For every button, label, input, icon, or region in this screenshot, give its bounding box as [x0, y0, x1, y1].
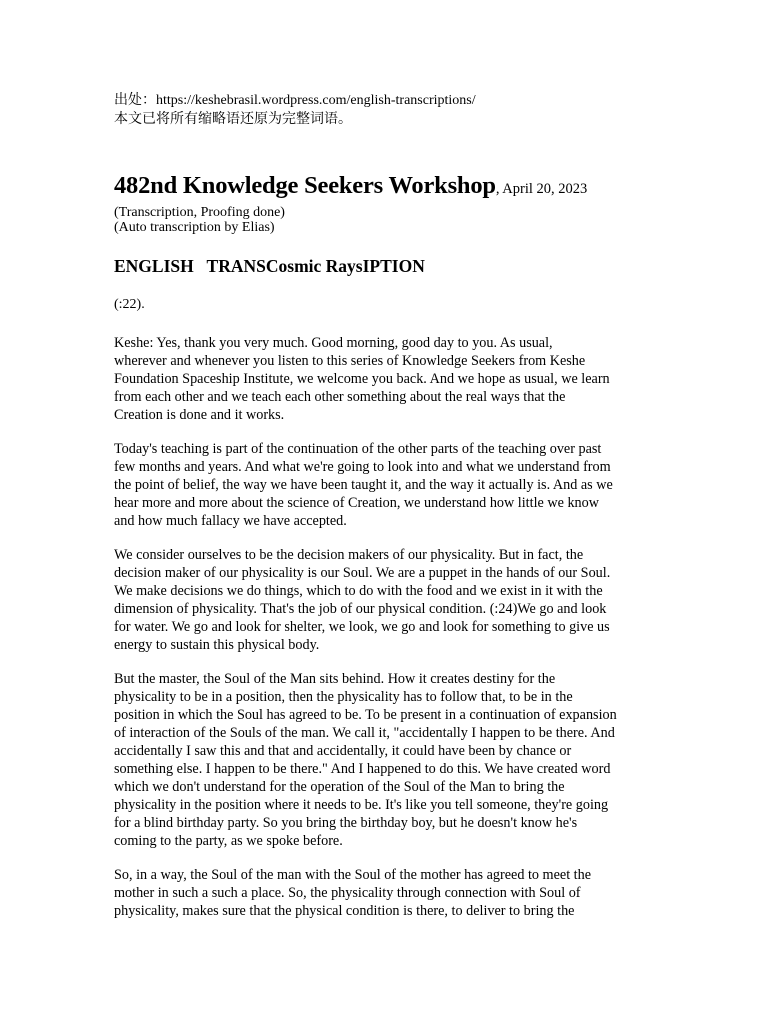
paragraph-line: physicality to be in a position, then the physicality has to follow that, to be in the	[114, 689, 573, 705]
paragraph-line: and how much fallacy we have accepted.	[114, 513, 347, 529]
paragraph-line: for water. We go and look for shelter, we look, we go and look for something to give us	[114, 619, 610, 635]
paragraph-line: Keshe: Yes, thank you very much. Good morning, good day to you. As usual,	[114, 335, 553, 351]
paragraph-line: position in which the Soul has agreed to be. To be present in a continuation of expansion	[114, 707, 617, 723]
paragraph	[114, 334, 659, 424]
source-note-line: 本文已将所有缩略语还原为完整词语。	[114, 112, 352, 127]
paragraph-line: accidentally I saw this and that and accidentally, it could have been by chance or	[114, 743, 572, 759]
paragraph	[114, 546, 659, 654]
paragraph-line: physicality in the position where it needs to be. It's like you tell someone, they're going	[114, 797, 609, 813]
paragraph-line: But the master, the Soul of the Man sits behind. How it creates destiny for the	[114, 671, 556, 687]
paragraph-line: from each other and we teach each other something about the real ways that the	[114, 389, 566, 405]
workshop-title: 482nd Knowledge Seekers Workshop	[114, 172, 496, 199]
paragraph	[114, 670, 659, 850]
paragraph-line: So, in a way, the Soul of the man with the Soul of the mother has agreed to meet the	[114, 867, 592, 883]
paragraph-line: which we don't understand for the operation of the Soul of the Man to bring the	[114, 779, 565, 795]
paragraph-line: dimension of physicality. That's the job of our physical condition. (:24)We go and look	[114, 601, 607, 617]
paragraph-line: wherever and whenever you listen to this series of Knowledge Seekers from Keshe	[114, 353, 586, 369]
paragraph-line: Creation is done and it works.	[114, 407, 285, 423]
paragraph-line: coming to the party, as we spoke before.	[114, 833, 343, 849]
paragraph-line: something else. I happen to be there." And I happened to do this. We have created word	[114, 761, 611, 777]
section-heading: ENGLISH TRANSCosmic RaysIPTION	[114, 256, 425, 276]
document-title	[114, 172, 674, 200]
paragraph-line: We consider ourselves to be the decision makers of our physicality. But in fact, the	[114, 547, 584, 563]
paragraph-line: hear more and more about the science of Creation, we understand how little we know	[114, 495, 599, 511]
paragraph-line: few months and years. And what we're going to look into and what we understand from	[114, 459, 611, 475]
transcription-notes	[114, 205, 674, 235]
timestamp: (:22).	[114, 297, 145, 312]
paragraph	[114, 440, 659, 530]
paragraph-line: decision maker of our physicality is our Soul. We are a puppet in the hands of our Soul.	[114, 565, 611, 581]
source-url-line: 出处：https://keshebrasil.wordpress.com/english-transcriptions/	[114, 93, 476, 108]
paragraph-line: for a blind birthday party. So you bring the birthday boy, but he doesn't know he's	[114, 815, 578, 831]
paragraph-line: Today's teaching is part of the continuation of the other parts of the teaching over past	[114, 441, 602, 457]
paragraph-line: physicality, makes sure that the physical condition is there, to deliver to bring the	[114, 903, 575, 919]
source-info	[114, 91, 674, 129]
paragraph-line: energy to sustain this physical body.	[114, 637, 320, 653]
workshop-date: , April 20, 2023	[495, 181, 588, 197]
transcription-note: (Auto transcription by Elias)	[114, 220, 275, 235]
transcription-note: (Transcription, Proofing done)	[114, 205, 285, 220]
paragraph-line: Foundation Spaceship Institute, we welcome you back. And we hope as usual, we learn	[114, 371, 610, 387]
paragraph-line: of interaction of the Souls of the man. We call it, "accidentally I happen to be there. And	[114, 725, 615, 741]
paragraph	[114, 866, 659, 920]
paragraph-line: We make decisions we do things, which to do with the food and we exist in it with the	[114, 583, 603, 599]
paragraph-line: mother in such a such a place. So, the physicality through connection with Soul of	[114, 885, 581, 901]
paragraph-line: the point of belief, the way we have been taught it, and the way it actually is. And as we	[114, 477, 613, 493]
